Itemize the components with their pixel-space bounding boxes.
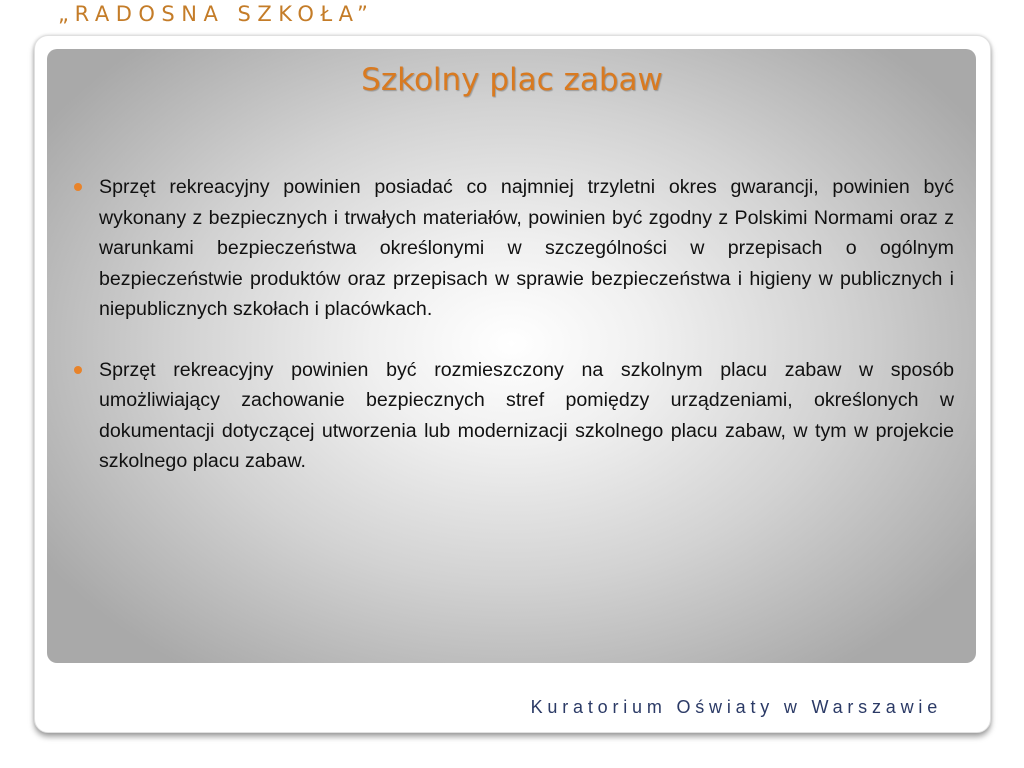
slide-title: Szkolny plac zabaw	[361, 62, 663, 98]
header-title: „RADOSNA SZKOŁA”	[58, 2, 375, 26]
bullet-text: Sprzęt rekreacyjny powinien posiadać co najmniej trzyletni okres gwarancji, powinien być wykonany z bezpiecznych i trwałych materiałów, powinien być zgodny z Polskimi Normami oraz z warunkami bezpieczeństwa określonymi w szczególności w przepisach o ogólnym bezpieczeństwie produktów oraz przepisach w sprawie bezpieczeństwa i higieny w publicznych i niepublicznych szkołach i placówkach.	[99, 176, 954, 320]
bullet-item	[99, 172, 954, 325]
bullet-item	[99, 355, 954, 477]
bullet-dot-icon	[74, 183, 82, 191]
bullet-text: Sprzęt rekreacyjny powinien być rozmieszczony na szkolnym placu zabaw w sposób umożliwiający zachowanie bezpiecznych stref pomiędzy urządzeniami, określonych w dokumentacji dotyczącej utworzenia lub modernizacji szkolnego placu zabaw, w tym w projekcie szkolnego placu zabaw.	[99, 358, 954, 472]
footer-text: Kuratorium Oświaty w Warszawie	[530, 697, 942, 717]
bullet-list	[99, 172, 954, 507]
bullet-dot-icon	[74, 366, 82, 374]
